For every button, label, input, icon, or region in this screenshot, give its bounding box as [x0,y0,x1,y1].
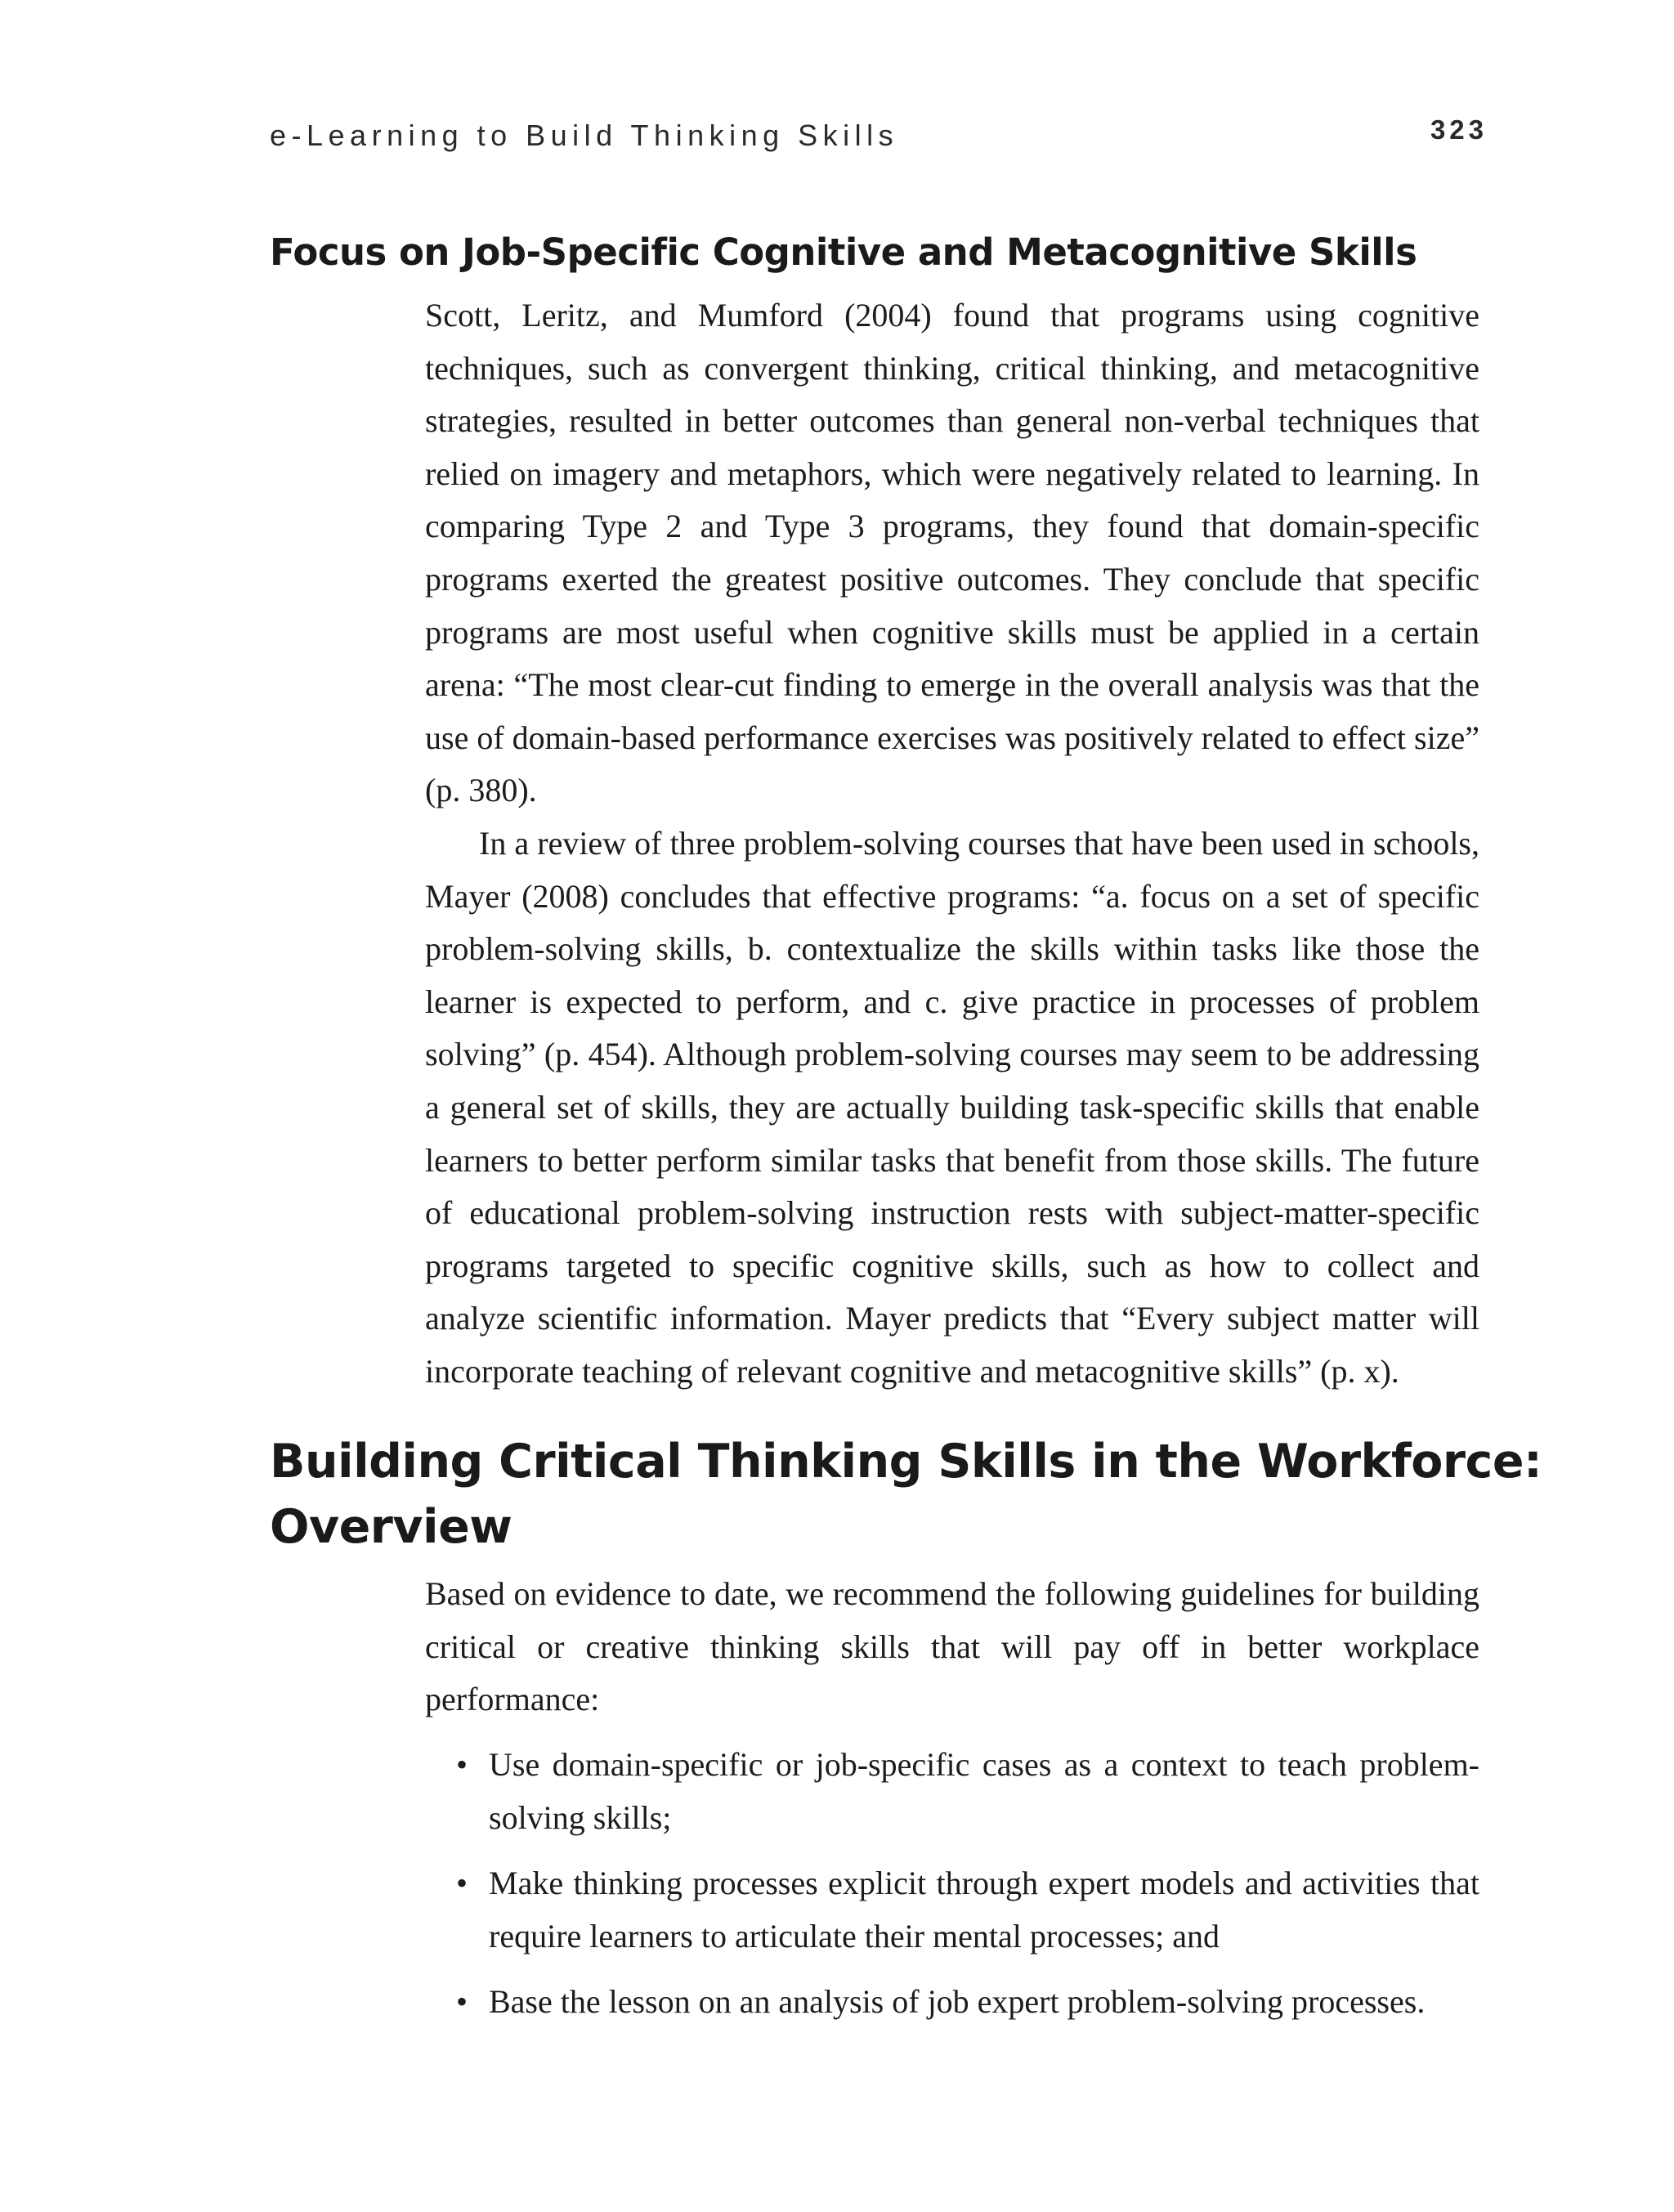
paragraph-guidelines-intro: Based on evidence to date, we recommend the following guidelines for building critical or creative thinking skills that will pay off in better workplace performance: [425,1575,1479,1718]
bullet-icon: • [456,1746,468,1783]
section-heading-job-specific: Focus on Job-Specific Cognitive and Metacognitive Skills [270,231,1417,274]
bullet-icon: • [456,1983,468,2021]
guidelines-list [456,1739,1479,2042]
list-item [456,1976,1479,2029]
paragraph-scott: Scott, Leritz, and Mumford (2004) found that programs using cognitive techniques, such as convergent thinking, critical thinking, and metacognitive strategies, resulted in better outcomes than general non-verbal techniques that relied on imagery and metaphors, which were negatively related to learning. In comparing Type 2 and Type 3 programs, they found that domain-specific programs exerted the greatest positive outcomes. They conclude that specific programs are most useful when cognitive skills must be applied in a certain arena: “The most clear-cut finding to emerge in the overall analysis was that the use of domain-based performance exercises was positively related to effect size” (p. 380). [425,297,1479,809]
list-item-text: Use domain-specific or job-specific cases as a context to teach problem-solving skills; [489,1746,1479,1836]
section-body-job-specific [425,289,1479,1398]
section-body-overview [425,1568,1479,1726]
section-heading-overview: Building Critical Thinking Skills in the Workforce: Overview [270,1435,1542,1554]
running-title: e-Learning to Build Thinking Skills [270,119,899,152]
page-number: 323 [1430,114,1488,145]
list-item-text: Base the lesson on an analysis of job expert problem-solving processes. [489,1983,1426,2021]
paragraph-mayer: In a review of three problem-solving courses that have been used in schools, Mayer (2008) concludes that effective programs: “a. focus on a set of specific problem-solving skills, b. contextualize the skills within tasks like those the learner is expected to perform, and c. give practice in processes of problem solving” (p. 454). Although problem-solving courses may seem to be addressing a general set of skills, they are actually building task-specific skills that enable learners to better perform similar tasks that benefit from those skills. The future of educational problem-solving instruction rests with subject-matter-specific programs targeted to specific cognitive skills, such as how to collect and analyze scientific information. Mayer predicts that “Every subject matter will incorporate teaching of relevant cognitive and metacognitive skills” (p. x). [425,824,1479,1390]
bullet-icon: • [456,1865,468,1902]
list-item-text: Make thinking processes explicit through expert models and activities that require learners to articulate their mental processes; and [489,1865,1479,1955]
list-item [456,1739,1479,1844]
list-item [456,1857,1479,1963]
